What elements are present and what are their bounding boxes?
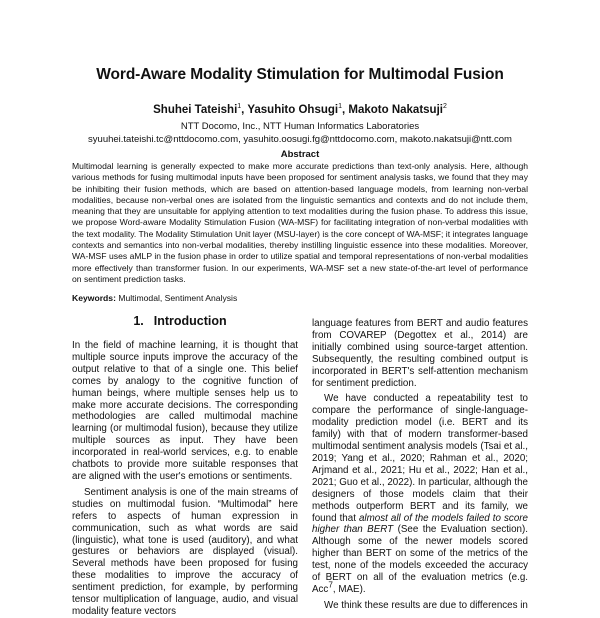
section-heading: [72, 314, 298, 328]
author-name: Makoto Nakatsuji: [348, 104, 443, 116]
author-list: Shuhei Tateishi$^1$, Yasuhito Ohsugi$^1$, Makoto Nakatsuji$^2$: [153, 103, 447, 116]
right-column: [312, 318, 528, 612]
left-column: [72, 340, 298, 618]
keywords: [72, 293, 528, 303]
emphasis-text: almost all of the models failed to score higher than BERT: [312, 512, 528, 536]
affiliation: NTT Docomo, Inc., NTT Human Informatics Laboratories: [180, 121, 420, 132]
section-number: 1.: [133, 314, 144, 328]
paragraph: In the field of machine learning, it is thought that multiple source inputs improve the accuracy of the output relative to that of a single one. This belief comes by analogy to the cognitive function of human beings, where multiple senses help us to make more accurate decisions. The corresponding methodologies are called multimodal machine learning (or multimodal fusion), because they utilize multiple sources as input. They have been incorporated in real-world services, e.g. to enable chatbots to provide more suitable responses that are aligned with the user's emotions or sentiments.: [72, 340, 298, 482]
paragraph: Sentiment analysis is one of the main streams of studies on multimodal fusion. “Multimodal” here refers to aspects of human expression in communication, such as what words are said (linguistic), what tone is used (auditory), and what gestures or behaviors are displayed (visual). Several methods have been proposed for fusing these modalities to improve the accuracy of sentiment prediction, for example, by performing tensor multiplication of language, audio, and visual modality feature vectors: [72, 486, 298, 617]
abstract-heading: Abstract: [280, 149, 320, 160]
superscript: 7: [328, 580, 333, 590]
author-name: Yasuhito Ohsugi: [247, 104, 339, 116]
author-name: Shuhei Tateishi: [153, 104, 238, 116]
author-affiliation-mark: 2: [442, 103, 447, 111]
author-affiliation-mark: 1: [237, 103, 242, 111]
paper-title: Word-Aware Modality Stimulation for Multimodal Fusion: [96, 66, 504, 83]
paragraph: language features from BERT and audio features from COVAREP (Degottex et al., 2014) are initially combined using source-target attention. Subsequently, the resulting combined output is incorporated in BERT's self-attention mechanism for sentiment prediction.: [312, 318, 528, 389]
paragraph: [312, 393, 528, 595]
author-emails: syuuhei.tateishi.tc@nttdocomo.com, yasuhito.oosugi.fg@nttdocomo.com, makoto.nakatsuji@ntt.com: [88, 134, 512, 145]
author-affiliation-mark: 1: [338, 103, 342, 111]
keywords-label: Keywords:: [72, 293, 116, 303]
abstract-text: Multimodal learning is generally expected to make more accurate predictions than text-only analysis. Here, although various methods for fusing multimodal inputs have been proposed for sentiment analysis tasks, we found that they may be inhibiting their fusion methods, which are based on attention-based language models, from learning non-verbal modalities, because non-verbal ones are isolated from the linguistic semantics and contexts and do not include them, meaning that they are unsuitable for applying attention to text modalities during the fusion phase. To address this issue, we propose Word-aware Modality Stimulation Fusion (WA-MSF) for facilitating integration of non-verbal modalities with the text modality. The Modality Stimulation Unit layer (MSU-layer) is the core concept of WA-MSF; it integrates language contexts and semantics into non-verbal modalities, thereby instilling linguistic essence into these modalities. Moreover, WA-MSF uses aMLP in the fusion phase in order to utilize spatial and temporal representations of non-verbal modalities more effectively than transformer fusion. In our experiments, WA-MSF set a new state-of-the-art level of performance on sentiment prediction tasks.: [72, 161, 528, 284]
paragraph-text: , MAE).: [332, 583, 366, 595]
section-title: Introduction: [153, 314, 227, 328]
keywords-value: Multimodal, Sentiment Analysis: [118, 293, 238, 303]
paragraph-text: We have conducted a repeatability test to compare the performance of single-language-modality prediction model (i.e. BERT and its family) with that of modern transformer-based multimodal sentiment analysis models (Tsai et al., 2019; Yang et al., 2020; Rahman et al., 2020; Arjmand et al., 2021; Hu et al., 2022; Han et al., 2021; Guo et al., 2022). In particular, although the designers of those models claim that their methods outperform BERT and its family, we found that: [312, 393, 528, 524]
paragraph-text: (See the Evaluation section). Although some of the newer models scored higher than BERT on some of the metrics of the test, none of the models exceeded the accuracy of BERT on all of the evaluation metrics (e.g. Acc: [312, 524, 528, 595]
paragraph: We think these results are due to differences in: [324, 599, 528, 611]
